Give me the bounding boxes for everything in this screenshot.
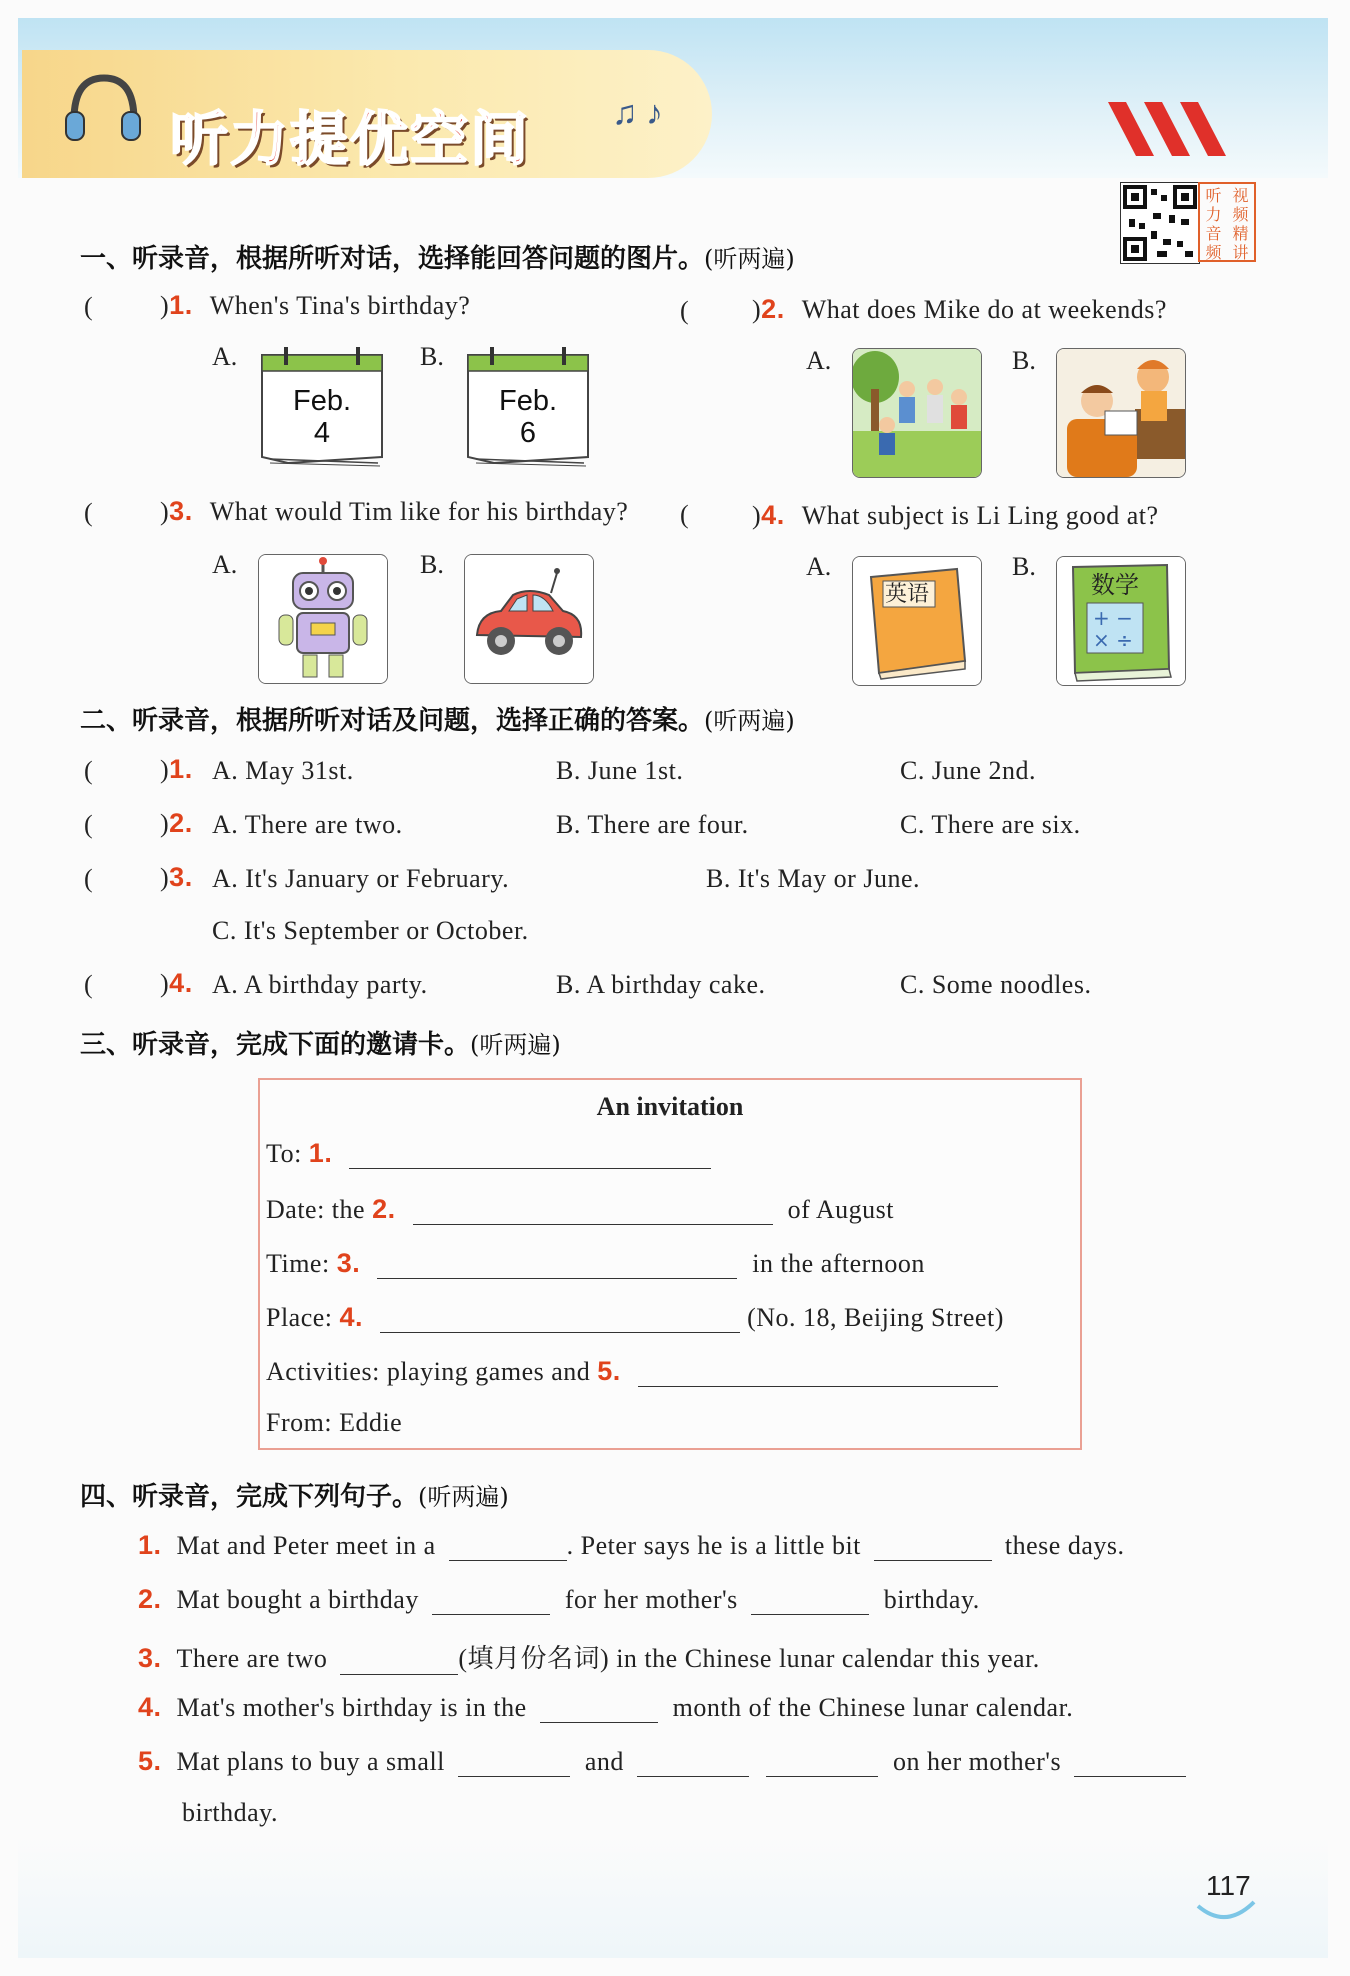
option-b-label: B. [420, 342, 444, 371]
option-c[interactable]: C. June 2nd. [900, 756, 1036, 785]
answer-paren[interactable]: ( [680, 500, 689, 529]
toy-car-image[interactable] [464, 554, 594, 684]
question-2-2: )2. [160, 808, 193, 838]
answer-paren[interactable]: ( [84, 292, 93, 321]
calendar-day: 6 [519, 417, 537, 449]
section4-heading: 四、听录音，完成下列句子。(听两遍) [80, 1482, 509, 1512]
answer-paren[interactable]: ( [84, 498, 93, 527]
sentence-5: 5. Mat plans to buy a small and on her mother's [138, 1746, 1186, 1777]
answer-paren[interactable]: ( [84, 864, 93, 893]
question-1-4: )4. What subject is Li Ling good at? [752, 500, 1159, 530]
calendar-feb-6-image[interactable] [464, 345, 592, 467]
blank[interactable] [637, 1776, 749, 1777]
card-row-place: Place: 4. (No. 18, Beijing Street) [266, 1302, 1004, 1332]
section1-heading: 一、听录音，根据所听对话，选择能回答问题的图片。(听两遍) [80, 244, 795, 274]
svg-text:+ −: + − [1093, 606, 1133, 630]
question-1-2: )2. What does Mike do at weekends? [752, 294, 1167, 324]
sentence-5-continued: birthday. [182, 1798, 278, 1827]
section3-heading: 三、听录音，完成下面的邀请卡。(听两遍) [80, 1030, 561, 1060]
book-title: 英语 [885, 582, 930, 607]
calendar-month: Feb. [292, 385, 352, 417]
blank-3[interactable] [377, 1278, 737, 1279]
calendar-month: Feb. [498, 385, 558, 417]
sentence-4: 4. Mat's mother's birthday is in the month of the Chinese lunar calendar. [138, 1692, 1074, 1722]
answer-paren[interactable]: ( [680, 296, 689, 325]
answer-paren[interactable]: ( [84, 756, 93, 785]
card-row-date: Date: the 2. of August [266, 1194, 894, 1224]
answer-paren[interactable]: ( [84, 810, 93, 839]
option-a-label: A. [806, 346, 832, 375]
option-c[interactable]: C. It's September or October. [212, 916, 529, 945]
children-playing-outdoors-image[interactable] [852, 348, 982, 478]
question-1-1: )1. When's Tina's birthday? [160, 290, 471, 320]
blank[interactable] [449, 1560, 567, 1561]
english-book-image[interactable] [852, 556, 982, 686]
question-2-4: )4. [160, 968, 193, 998]
blank[interactable] [458, 1776, 570, 1777]
page-number: 117 [1206, 1870, 1251, 1901]
card-title: An invitation [596, 1092, 744, 1121]
video-lesson-label: 听 视 力 频 音 精 频 讲 [1198, 182, 1256, 262]
option-a-label: A. [806, 552, 832, 581]
blank[interactable] [766, 1776, 878, 1777]
sentence-2: 2. Mat bought a birthday for her mother's birthday. [138, 1584, 980, 1614]
calendar-day: 4 [313, 417, 331, 449]
blank-4[interactable] [380, 1332, 740, 1333]
option-c[interactable]: C. Some noodles. [900, 970, 1092, 999]
qr-code-icon[interactable] [1120, 182, 1200, 264]
option-b[interactable]: B. A birthday cake. [556, 970, 766, 999]
card-row-from: From: Eddie [266, 1408, 403, 1437]
svg-text:× ÷: × ÷ [1093, 628, 1133, 652]
option-a-label: A. [212, 342, 238, 371]
page-number-swoosh-icon [1196, 1900, 1256, 1930]
sentence-1: 1. Mat and Peter meet in a . Peter says he is a little bit these days. [138, 1530, 1125, 1560]
option-b-label: B. [420, 550, 444, 579]
option-a[interactable]: A. There are two. [212, 810, 403, 839]
option-a[interactable]: A. It's January or February. [212, 864, 510, 893]
option-b-label: B. [1012, 552, 1036, 581]
option-b[interactable]: B. It's May or June. [706, 864, 921, 893]
blank[interactable] [340, 1674, 458, 1675]
blank-5[interactable] [638, 1386, 998, 1387]
card-row-time: Time: 3. in the afternoon [266, 1248, 925, 1278]
decorative-slashes [1108, 102, 1228, 156]
blank-1[interactable] [349, 1168, 711, 1169]
robot-toy-image[interactable] [258, 554, 388, 684]
question-1-3: )3. What would Tim like for his birthday? [160, 496, 629, 526]
book-title: 数学 [1091, 571, 1139, 599]
option-a[interactable]: A. May 31st. [212, 756, 354, 785]
option-b-label: B. [1012, 346, 1036, 375]
music-notes-icon: ♫ ♪ [612, 95, 663, 132]
section2-heading: 二、听录音，根据所听对话及问题，选择正确的答案。(听两遍) [80, 706, 795, 736]
blank[interactable] [432, 1614, 550, 1615]
footer-band [18, 1838, 1328, 1958]
boy-reading-book-image[interactable] [1056, 348, 1186, 478]
blank-2[interactable] [413, 1224, 773, 1225]
blank[interactable] [540, 1722, 658, 1723]
option-b[interactable]: B. June 1st. [556, 756, 684, 785]
blank[interactable] [1074, 1776, 1186, 1777]
banner-title: 听力提优空间 [170, 105, 531, 173]
sentence-3: 3. There are two (填月份名词) in the Chinese lunar calendar this year. [138, 1643, 1040, 1673]
option-c[interactable]: C. There are six. [900, 810, 1081, 839]
blank[interactable] [874, 1560, 992, 1561]
question-2-1: )1. [160, 754, 193, 784]
card-row-to: To: 1. [266, 1138, 711, 1169]
blank[interactable] [751, 1614, 869, 1615]
option-a-label: A. [212, 550, 238, 579]
invitation-card [258, 1078, 1082, 1450]
option-b[interactable]: B. There are four. [556, 810, 749, 839]
question-2-3: )3. [160, 862, 193, 892]
card-row-activities: Activities: playing games and 5. [266, 1356, 998, 1387]
option-a[interactable]: A. A birthday party. [212, 970, 428, 999]
headphones-icon [64, 70, 142, 148]
math-book-image[interactable] [1056, 556, 1186, 686]
answer-paren[interactable]: ( [84, 970, 93, 999]
calendar-feb-4-image[interactable] [258, 345, 386, 467]
